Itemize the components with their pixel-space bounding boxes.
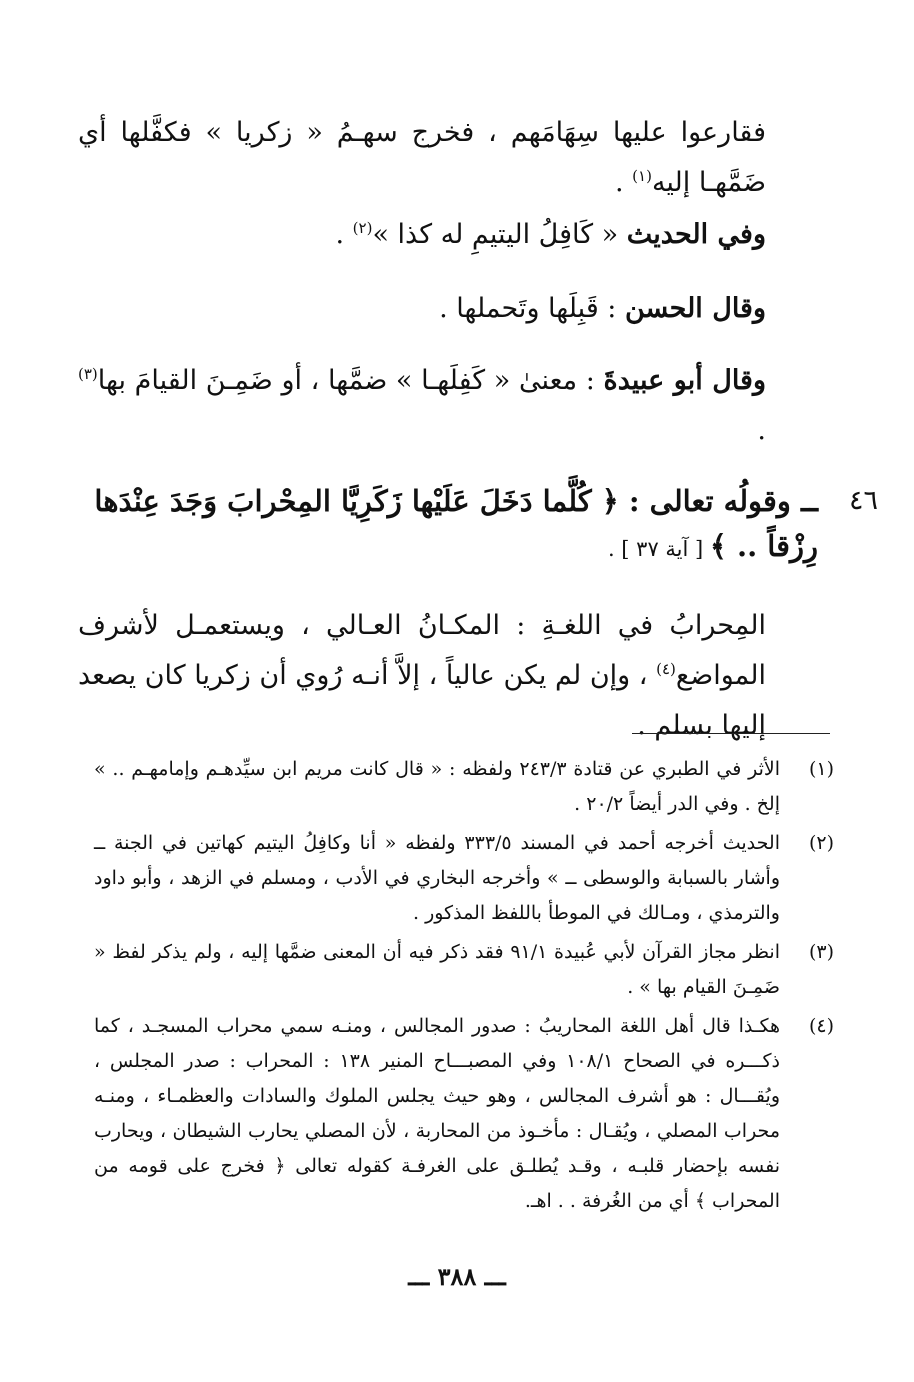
- verse-line: ــ وقولُه تعالى : ﴿ كُلَّما دَخَلَ عَلَيْها زَكَرِيَّا المِحْرابَ وَجَدَ عِنْدَها: [94, 484, 818, 518]
- footnote-3: [94, 935, 834, 1005]
- paragraph-mihrab: [78, 601, 818, 751]
- paragraph-1-text: فقارعوا عليها سِهَامَهم ، فخرج سهـمُ « زكريا » فكفَّلها أي ضَمَّهـا إليه: [78, 117, 766, 198]
- footnote-text: انظر مجاز القرآن لأبي عُبيدة ٩١/١ فقد ذكر فيه أن المعنى ضمَّها إليه ، ولم يذكر لفظ « ضَمِـنَ القيام بها » .: [94, 941, 780, 998]
- footnote-number: (٣): [808, 941, 834, 963]
- footnote-number: (١): [808, 758, 834, 780]
- paragraph-abu-ubayda: [78, 356, 818, 456]
- footnote-ref-4: (٤): [656, 660, 676, 678]
- mihrab-text: المِحرابُ في اللغـةِ : المكـانُ العـالي ، ويستعمـل لأشرف المواضع: [78, 610, 766, 691]
- aya-reference: [ آية ٣٧ ] .: [607, 537, 710, 561]
- verse-continuation-text: رِزْقاً .. ﴾: [709, 529, 818, 563]
- paragraph-1: [78, 108, 818, 208]
- hadith-lead: وفي الحديث: [626, 219, 766, 250]
- page-number: ـــ ٣٨٨ ـــ: [408, 1262, 506, 1291]
- verse-block: [78, 476, 878, 569]
- paragraph-1-end: .: [614, 167, 633, 198]
- paragraph-hadith: [78, 210, 818, 260]
- footnote-ref-1: (١): [632, 167, 652, 185]
- hasan-lead: وقال الحسن: [625, 293, 766, 324]
- footnote-2: [94, 826, 834, 931]
- footnote-4: [94, 1009, 834, 1219]
- footnote-number: (٤): [808, 1015, 834, 1037]
- mihrab-rest: ، وإن لم يكن عالياً ، إلاَّ أنـه رُوي أن زكريا كان يصعد إليها بسلم .: [78, 660, 766, 741]
- verse-continuation: [78, 526, 818, 569]
- hasan-text: : قَبِلَها وتَحملها .: [439, 293, 625, 324]
- footnote-text: هكـذا قال أهل اللغة المحاريبُ : صدور المجالس ، ومنـه سمي محراب المسجـد ، كما ذكـــره في الصحاح ١٠٨/١ وفي المصبـــاح المنير ١٣٨ : المحراب : صدر المجلس ، ويُقـــال : هو أشرف المجالس ، وهو حيث يجلس الملوك والسادات والعظمـاء ، ومنـه محراب المصلي ، ويُقـال : مأخـوذ من المحاربة ، لأن المصلي يحارب الشيطان ، ويحارب نفسه بإحضار قلبـه ، وقـد يُطلـق على الغرفـة كقوله تعالى ﴿ فخرج على قومه من المحراب ﴾ أي من الغُرفة . . اهـ.: [94, 1015, 780, 1212]
- footnote-separator: [632, 733, 830, 734]
- abu-ubayda-lead: وقال أبو عبيدةَ: [603, 365, 766, 396]
- footnote-ref-3: (٣): [78, 365, 98, 383]
- abu-ubayda-end: .: [757, 415, 766, 446]
- hadith-end: .: [335, 219, 353, 250]
- hadith-text: « كَافِلُ اليتيمِ له كذا »: [372, 219, 627, 250]
- footnote-number: (٢): [808, 832, 834, 854]
- footnote-1: [94, 752, 834, 822]
- footnote-ref-2: (٢): [352, 219, 373, 237]
- footnote-text: الأثر في الطبري عن قتادة ٢٤٣/٣ ولفظه : « قال كانت مريم ابن سيِّدهـم وإمامهـم .. » إلخ . وفي الدر أيضاً ٢٠/٢ .: [94, 758, 780, 815]
- main-text: [78, 108, 878, 751]
- verse-number: ٤٦: [848, 485, 878, 516]
- footnotes: [94, 752, 834, 1223]
- paragraph-hasan: [78, 284, 818, 334]
- abu-ubayda-text: : معنىٰ « كَفِلَهـا » ضمَّها ، أو ضَمِـنَ القيامَ بها: [97, 365, 604, 396]
- footnote-text: الحديث أخرجه أحمد في المسند ٣٣٣/٥ ولفظه « أنا وكافِلُ اليتيم كهاتين في الجنة ــ وأشار بالسبابة والوسطى ــ » وأخرجه البخاري في الأدب ، ومسلم في الزهد ، وأبو داود والترمذي ، ومـالك في الموطأ باللفظ المذكور .: [94, 832, 780, 924]
